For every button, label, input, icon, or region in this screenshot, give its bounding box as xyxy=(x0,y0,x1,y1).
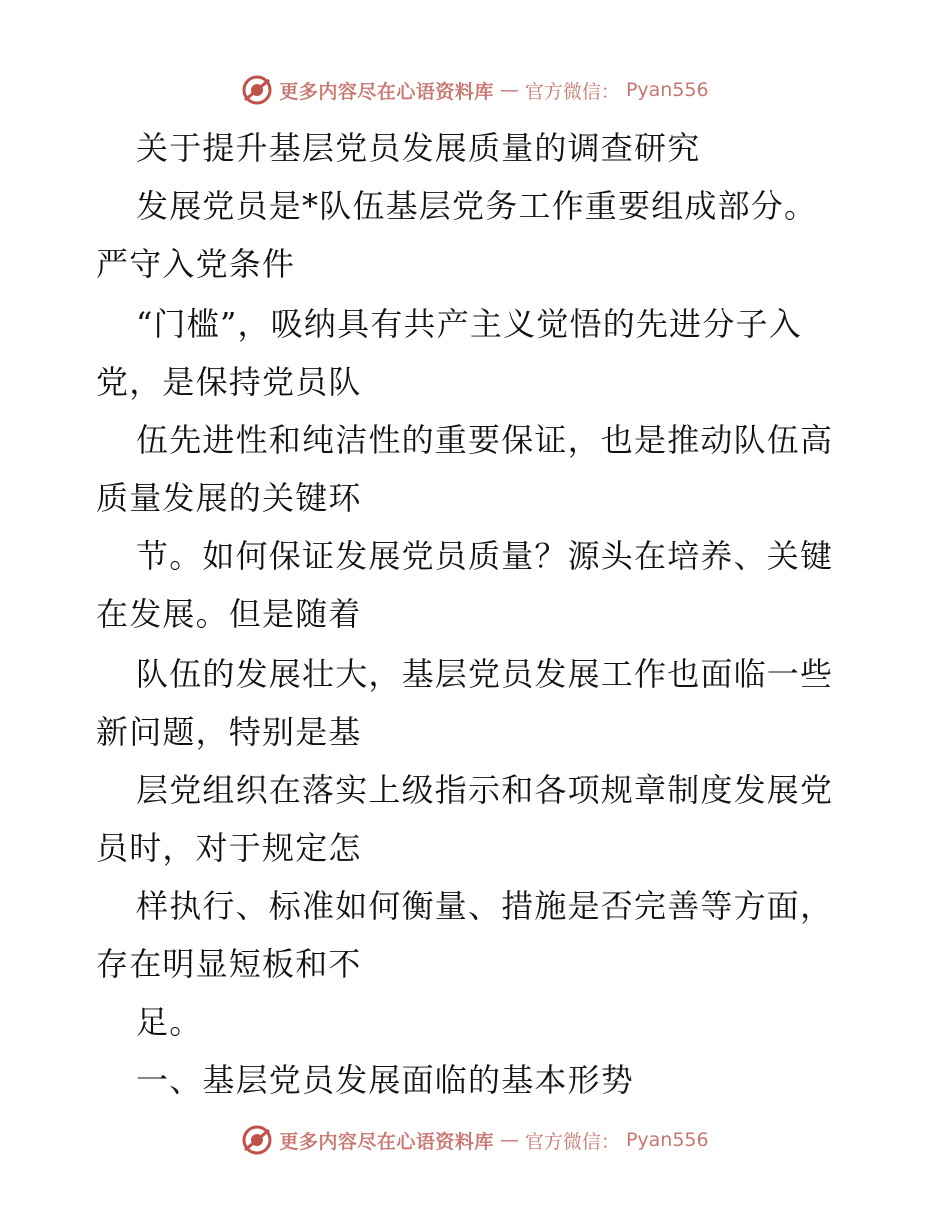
watermark-dash: — xyxy=(499,79,519,101)
watermark-wechat-id: Pyan556 xyxy=(625,79,709,101)
watermark-wechat-label: 官方微信： xyxy=(524,80,620,103)
watermark-title: 更多内容尽在心语资料库 xyxy=(279,80,494,103)
paragraph-line: 发展党员是*队伍基层党务工作重要组成部分。 xyxy=(136,187,818,225)
document-title: 关于提升基层党员发展质量的调查研究 xyxy=(136,129,701,167)
paragraph-line: 队伍的发展壮大，基层党员发展工作也面临一些 xyxy=(136,655,834,693)
paragraph-line: 新问题，特别是基 xyxy=(96,713,362,751)
paragraph-line: 足。 xyxy=(136,1003,203,1041)
paragraph-line: 存在明显短板和不 xyxy=(96,945,362,983)
paragraph-line: “门槛”，吸纳具有共产主义觉悟的先进分子入 xyxy=(136,305,802,343)
paragraph-line: 员时，对于规定怎 xyxy=(96,829,362,867)
seal-logo-icon xyxy=(241,1124,273,1156)
section-heading: 一、基层党员发展面临的基本形势 xyxy=(136,1061,635,1099)
paragraph-line: 节。如何保证发展党员质量？源头在培养、关键 xyxy=(136,537,834,575)
paragraph-line: 严守入党条件 xyxy=(96,245,296,283)
watermark-wechat-label: 官方微信： xyxy=(524,1130,620,1153)
paragraph-line: 层党组织在落实上级指示和各项规章制度发展党 xyxy=(136,771,834,809)
paragraph-line: 伍先进性和纯洁性的重要保证，也是推动队伍高 xyxy=(136,421,834,459)
paragraph-line: 在发展。但是随着 xyxy=(96,595,362,633)
footer-watermark xyxy=(0,1122,950,1158)
paragraph-line: 样执行、标准如何衡量、措施是否完善等方面， xyxy=(136,887,834,925)
watermark-title: 更多内容尽在心语资料库 xyxy=(279,1130,494,1153)
paragraph-line: 质量发展的关键环 xyxy=(96,479,362,517)
watermark-wechat-id: Pyan556 xyxy=(625,1129,709,1151)
paragraph-line: 党，是保持党员队 xyxy=(96,363,362,401)
watermark-dash: — xyxy=(499,1129,519,1151)
